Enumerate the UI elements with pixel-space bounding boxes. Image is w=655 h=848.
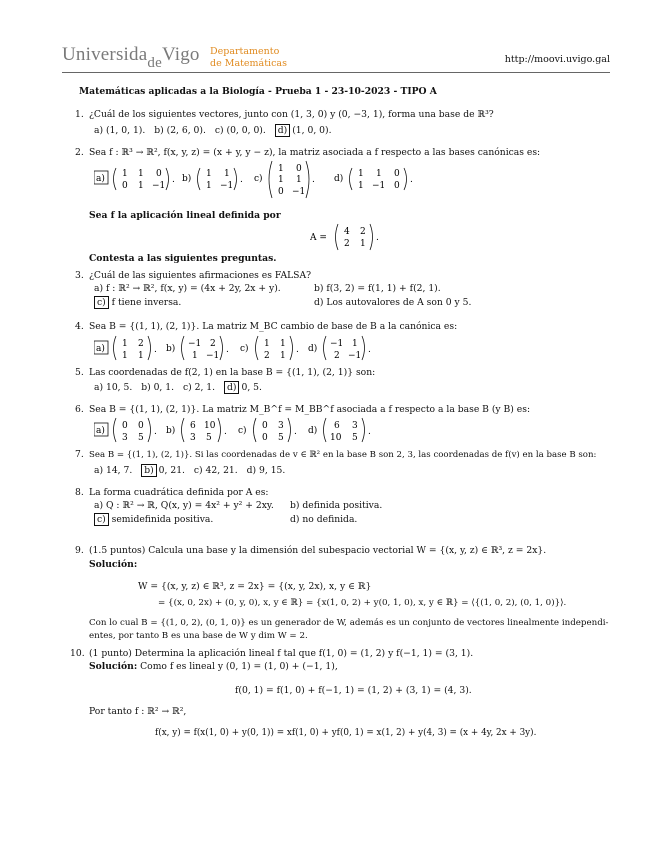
svg-text:1: 1 bbox=[224, 169, 230, 179]
option-c: semidefinida positiva. bbox=[111, 514, 214, 525]
question-1-options bbox=[94, 125, 338, 137]
svg-text:−1: −1 bbox=[206, 351, 220, 361]
svg-text:1: 1 bbox=[206, 169, 212, 179]
svg-text:1: 1 bbox=[358, 169, 364, 179]
option-c: c) 42, 21. bbox=[193, 465, 238, 476]
question-text: La forma cuadrática definida por A es: bbox=[89, 487, 269, 498]
solution-equation-1: W = {(x, y, z) ∈ ℝ³, z = 2x} = {(x, y, 2x), x, y ∈ ℝ} bbox=[138, 581, 372, 592]
svg-text:.: . bbox=[312, 175, 315, 185]
svg-text:0: 0 bbox=[296, 164, 302, 174]
svg-text:1: 1 bbox=[296, 175, 302, 185]
question-number: 9. bbox=[75, 545, 84, 556]
question-2-options bbox=[94, 160, 614, 200]
option-a: a) Q : ℝ² → ℝ, Q(x, y) = 4x² + y² + 2xy. bbox=[94, 500, 274, 511]
option-d: d) no definida. bbox=[290, 514, 358, 525]
svg-text:b): b) bbox=[166, 344, 176, 354]
svg-text:0: 0 bbox=[138, 421, 144, 431]
option-b-label: b) bbox=[182, 174, 192, 184]
svg-text:5: 5 bbox=[278, 433, 284, 443]
svg-text:1: 1 bbox=[192, 351, 198, 361]
svg-text:1: 1 bbox=[280, 351, 286, 361]
option-a: a) 10, 5. bbox=[94, 382, 133, 393]
solution-equation-2: = {(x, 0, 2x) + (0, y, 0), x, y ∈ ℝ} = {x(1, 0, 2) + y(0, 1, 0), x, y ∈ ℝ} = ⟨{(1, 0, 2), (0, 1, 0)}⟩. bbox=[158, 598, 567, 608]
question-5-options bbox=[94, 382, 268, 394]
svg-text:1: 1 bbox=[122, 339, 128, 349]
dept-line-1: Departamento bbox=[210, 46, 280, 57]
svg-text:2: 2 bbox=[138, 339, 144, 349]
option-d: d) Los autovalores de A son 0 y 5. bbox=[314, 297, 472, 308]
question-number: 2. bbox=[75, 147, 84, 158]
option-a: a) f : ℝ² → ℝ², f(x, y) = (4x + 2y, 2x + y). bbox=[94, 283, 281, 294]
svg-text:0: 0 bbox=[156, 169, 162, 179]
svg-text:.: . bbox=[294, 427, 297, 437]
option-d-label-selected: d) bbox=[275, 124, 290, 137]
svg-text:.: . bbox=[376, 233, 379, 243]
question-number: 7. bbox=[75, 449, 84, 460]
question-4-options bbox=[94, 333, 454, 367]
option-c: c) (0, 0, 0). bbox=[214, 125, 266, 136]
svg-text:.: . bbox=[172, 175, 175, 185]
svg-text:.: . bbox=[410, 175, 413, 185]
svg-text:c): c) bbox=[238, 426, 247, 436]
svg-text:b): b) bbox=[166, 426, 176, 436]
question-text: ¿Cuál de los siguientes vectores, junto con (1, 3, 0) y (0, −3, 1), forma una base de ℝ³? bbox=[89, 109, 494, 120]
svg-text:4: 4 bbox=[344, 227, 350, 237]
svg-text:.: . bbox=[224, 427, 227, 437]
university-logo bbox=[62, 44, 200, 71]
svg-text:−1: −1 bbox=[152, 181, 166, 191]
option-a-label: a) bbox=[96, 174, 105, 184]
question-number: 3. bbox=[75, 270, 84, 281]
option-d-label: d) bbox=[334, 174, 344, 184]
svg-text:1: 1 bbox=[138, 181, 144, 191]
svg-text:1: 1 bbox=[122, 169, 128, 179]
question-4-matrices bbox=[94, 333, 454, 363]
svg-text:1: 1 bbox=[122, 351, 128, 361]
svg-text:1: 1 bbox=[352, 339, 358, 349]
svg-text:0: 0 bbox=[262, 433, 268, 443]
svg-text:6: 6 bbox=[190, 421, 196, 431]
svg-text:1: 1 bbox=[138, 351, 144, 361]
svg-text:2: 2 bbox=[344, 239, 350, 249]
svg-text:0: 0 bbox=[278, 187, 284, 197]
dept-line-2: de Matemáticas bbox=[210, 58, 287, 69]
svg-text:1: 1 bbox=[358, 181, 364, 191]
option-b: b) f(3, 2) = f(1, 1) + f(2, 1). bbox=[314, 283, 441, 294]
question-7-options bbox=[94, 465, 291, 477]
svg-text:0: 0 bbox=[394, 181, 400, 191]
department-name bbox=[210, 46, 287, 70]
question-number: 5. bbox=[75, 367, 84, 378]
svg-text:2: 2 bbox=[210, 339, 216, 349]
option-d: d) 9, 15. bbox=[246, 465, 286, 476]
question-6-options bbox=[94, 415, 474, 449]
solution-equation-1: f(0, 1) = f(1, 0) + f(−1, 1) = (1, 2) + (3, 1) = (4, 3). bbox=[235, 685, 472, 696]
svg-text:1: 1 bbox=[264, 339, 270, 349]
svg-text:1: 1 bbox=[278, 164, 284, 174]
svg-text:5: 5 bbox=[352, 433, 358, 443]
svg-text:10: 10 bbox=[204, 421, 216, 431]
option-a: a) 14, 7. bbox=[94, 465, 133, 476]
question-text: Sea B = {(1, 1), (2, 1)}. Si las coordenadas de v ∈ ℝ² en la base B son 2, 3, las coordenadas de f(v) en la base B son: bbox=[89, 450, 597, 460]
svg-text:−1: −1 bbox=[330, 339, 344, 349]
svg-text:3: 3 bbox=[122, 433, 128, 443]
svg-text:5: 5 bbox=[206, 433, 212, 443]
question-text: Sea B = {(1, 1), (2, 1)}. La matriz M_B^f = M_BB^f asociada a f respecto a la base B (y B) es: bbox=[89, 404, 531, 415]
question-6-matrices bbox=[94, 415, 474, 445]
matrix-A bbox=[310, 220, 410, 258]
option-b: b) 0, 1. bbox=[141, 382, 175, 393]
solution-label: Solución: bbox=[89, 661, 138, 672]
svg-text:.: . bbox=[296, 345, 299, 355]
option-b: b) (2, 6, 0). bbox=[154, 125, 206, 136]
svg-text:−1: −1 bbox=[372, 181, 386, 191]
header-url[interactable]: http://moovi.uvigo.gal bbox=[504, 54, 610, 65]
svg-text:.: . bbox=[154, 345, 157, 355]
option-d-label-selected: d) bbox=[224, 381, 239, 394]
svg-text:1: 1 bbox=[138, 169, 144, 179]
option-b: 0, 21. bbox=[158, 465, 185, 476]
solution-label: Solución: bbox=[89, 559, 138, 570]
svg-text:d): d) bbox=[308, 426, 318, 436]
logo-text-main: Universida bbox=[62, 44, 148, 65]
svg-text:3: 3 bbox=[278, 421, 284, 431]
question-text: (1.5 puntos) Calcula una base y la dimensión del subespacio vectorial W = {(x, y, z) ∈ ℝ³, z = 2x}. bbox=[89, 545, 547, 556]
option-c-label-selected: c) bbox=[94, 296, 109, 309]
question-10-solution bbox=[89, 661, 338, 673]
solution-equation-2: f(x, y) = f(x(1, 0) + y(0, 1)) = xf(1, 0) + yf(0, 1) = x(1, 2) + y(4, 3) = (x + 4y, 2x + 3y). bbox=[155, 728, 537, 738]
option-c-label: c) bbox=[254, 174, 263, 184]
svg-text:.: . bbox=[154, 427, 157, 437]
option-c: f tiene inversa. bbox=[111, 297, 182, 308]
svg-text:1: 1 bbox=[278, 175, 284, 185]
svg-text:1: 1 bbox=[280, 339, 286, 349]
svg-text:1: 1 bbox=[206, 181, 212, 191]
solution-conclusion-2: entes, por tanto B es una base de W y dim W = 2. bbox=[89, 631, 308, 641]
svg-text:3: 3 bbox=[190, 433, 196, 443]
svg-text:1: 1 bbox=[360, 239, 366, 249]
logo-text-end: Vigo bbox=[161, 44, 200, 65]
question-number: 10. bbox=[70, 648, 85, 659]
svg-text:0: 0 bbox=[262, 421, 268, 431]
svg-text:2: 2 bbox=[360, 227, 366, 237]
svg-text:.: . bbox=[226, 345, 229, 355]
matrix-A-label: A = bbox=[310, 233, 327, 243]
svg-text:.: . bbox=[368, 427, 371, 437]
option-d: (1, 0, 0). bbox=[292, 125, 332, 136]
svg-text:0: 0 bbox=[122, 421, 128, 431]
svg-text:−1: −1 bbox=[220, 181, 234, 191]
question-text: Las coordenadas de f(2, 1) en la base B = {(1, 1), (2, 1)} son: bbox=[89, 367, 376, 378]
option-c: c) 2, 1. bbox=[182, 382, 216, 393]
question-text: Sea B = {(1, 1), (2, 1)}. La matriz M_BC cambio de base de B a la canónica es: bbox=[89, 321, 458, 332]
svg-text:−1: −1 bbox=[292, 187, 306, 197]
question-text: Sea f : ℝ³ → ℝ², f(x, y, z) = (x + y, y − z), la matriz asociada a f respecto a las bases canónicas es: bbox=[89, 147, 541, 158]
svg-text:c): c) bbox=[240, 344, 249, 354]
svg-text:0: 0 bbox=[122, 181, 128, 191]
svg-text:a): a) bbox=[96, 344, 105, 354]
question-text: (1 punto) Determina la aplicación lineal f tal que f(1, 0) = (1, 2) y f(−1, 1) = (3, 1). bbox=[89, 648, 474, 659]
svg-text:10: 10 bbox=[330, 433, 342, 443]
option-c-label-selected: c) bbox=[94, 513, 109, 526]
question-number: 8. bbox=[75, 487, 84, 498]
definition-intro: Sea f la aplicación lineal definida por bbox=[89, 210, 281, 221]
question-number: 4. bbox=[75, 321, 84, 332]
svg-text:d): d) bbox=[308, 344, 318, 354]
svg-text:.: . bbox=[240, 175, 243, 185]
option-b-label-selected: b) bbox=[141, 464, 156, 477]
svg-text:−1: −1 bbox=[188, 339, 202, 349]
svg-text:2: 2 bbox=[264, 351, 270, 361]
svg-text:5: 5 bbox=[138, 433, 144, 443]
solution-text-2: Por tanto f : ℝ² → ℝ², bbox=[89, 706, 187, 717]
questions-intro: Contesta a las siguientes preguntas. bbox=[89, 253, 277, 264]
header-divider bbox=[62, 72, 610, 73]
question-text: ¿Cuál de las siguientes afirmaciones es FALSA? bbox=[89, 270, 312, 281]
svg-text:−1: −1 bbox=[348, 351, 362, 361]
svg-text:1: 1 bbox=[376, 169, 382, 179]
svg-text:.: . bbox=[368, 345, 371, 355]
option-d: 0, 5. bbox=[241, 382, 262, 393]
svg-text:a): a) bbox=[96, 426, 105, 436]
svg-text:6: 6 bbox=[334, 421, 340, 431]
option-a: a) (1, 0, 1). bbox=[94, 125, 146, 136]
solution-text: Como f es lineal y (0, 1) = (1, 0) + (−1, 1), bbox=[140, 661, 338, 672]
question-2-matrices bbox=[94, 160, 614, 200]
matrix-A-svg bbox=[310, 220, 410, 254]
option-b: b) definida positiva. bbox=[290, 500, 383, 511]
exam-title: Matemáticas aplicadas a la Biología - Prueba 1 - 23-10-2023 - TIPO A bbox=[79, 86, 437, 97]
svg-text:0: 0 bbox=[394, 169, 400, 179]
question-number: 6. bbox=[75, 404, 84, 415]
logo-text-de: de bbox=[147, 55, 162, 71]
question-number: 1. bbox=[75, 109, 84, 120]
svg-text:3: 3 bbox=[352, 421, 358, 431]
solution-conclusion-1: Con lo cual B = {(1, 0, 2), (0, 1, 0)} es un generador de W, además es un conjunto de vectores linealmente independi- bbox=[89, 618, 609, 628]
svg-text:2: 2 bbox=[334, 351, 340, 361]
